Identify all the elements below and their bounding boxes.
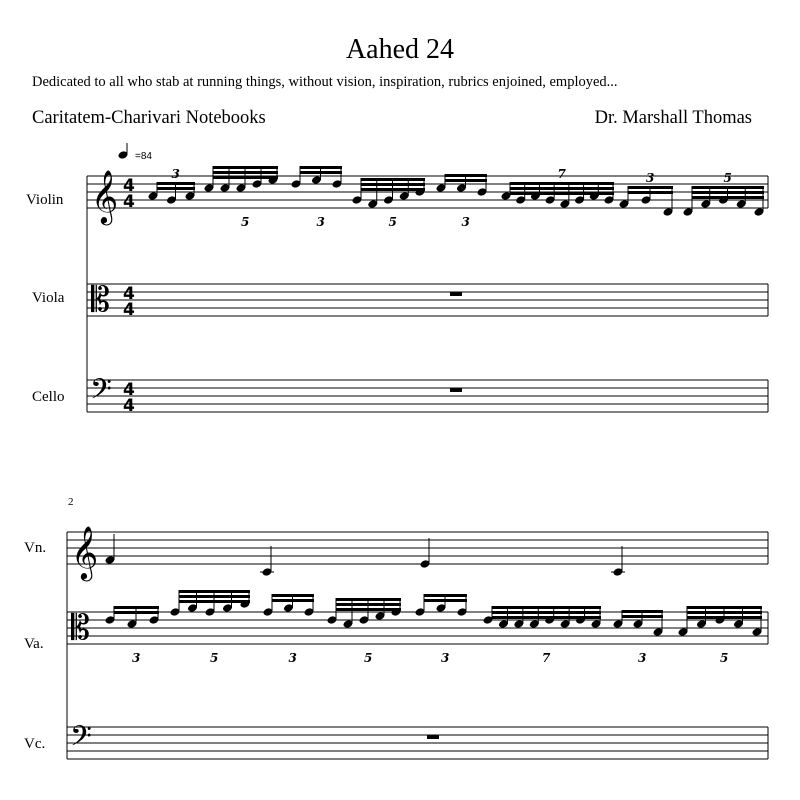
violin-tuplet-beam (213, 176, 278, 179)
violin-tuplet-beam (445, 174, 487, 177)
viola-tuplet-tuplet-number: 3 (441, 651, 450, 665)
viola-tuplet-beam (114, 606, 159, 609)
violin-tuplet-beam (213, 166, 278, 169)
treble-clef-icon: 𝄞 (71, 525, 99, 579)
viola-tuplet-tuplet-number: 3 (638, 651, 647, 665)
violin-tuplet-tuplet-number: 5 (388, 215, 397, 229)
violin-tuplet-beam (692, 186, 764, 189)
publisher-text: Caritatem-Charivari Notebooks (32, 108, 266, 128)
viola-tuplet-beam (179, 600, 250, 603)
viola-tuplet-beam (272, 594, 314, 597)
violin-tuplet-beam (692, 191, 764, 194)
viola-tuplet-tuplet-number: 5 (210, 651, 219, 665)
instrument-short-label-cello: Vc. (24, 736, 46, 752)
composer-name: Dr. Marshall Thomas (594, 108, 752, 128)
viola-tuplet-beam (492, 606, 601, 609)
viola-tuplet-beam (336, 598, 401, 601)
violin-tuplet-beam (300, 166, 342, 169)
whole-rest (427, 735, 439, 739)
violin-tuplet-beam (510, 182, 614, 185)
time-signature-denominator: 4 (123, 396, 135, 416)
viola-tuplet-beam (272, 599, 314, 602)
viola-tuplet-beam (336, 603, 401, 606)
violin-tuplet-tuplet-number: 3 (646, 171, 655, 185)
bass-clef-icon: 𝄢 (90, 373, 112, 413)
violin-tuplet-beam (628, 191, 673, 194)
instrument-short-label-viola: Va. (24, 636, 44, 652)
violin-tuplet-beam (361, 183, 425, 186)
violin-tuplet-beam (628, 186, 673, 189)
violin-tuplet-beam (361, 188, 425, 191)
alto-clef-icon: 𝄡 (71, 608, 90, 648)
viola-tuplet-beam (622, 610, 663, 613)
viola-tuplet-tuplet-number: 7 (542, 651, 551, 665)
time-signature-numerator: 4 (123, 380, 135, 400)
violin-tuplet-tuplet-number: 3 (316, 215, 325, 229)
viola-tuplet-beam (114, 611, 159, 614)
viola-tuplet-beam (687, 611, 762, 614)
instrument-label-cello: Cello (32, 389, 65, 405)
viola-tuplet-beam (492, 616, 601, 619)
whole-rest (450, 388, 462, 392)
viola-tuplet-beam (336, 608, 401, 611)
viola-tuplet-tuplet-number: 3 (132, 651, 141, 665)
violin-tuplet-beam (300, 171, 342, 174)
violin-tuplet-tuplet-number: 7 (557, 167, 566, 181)
viola-tuplet-beam (424, 594, 467, 597)
violin-tuplet-beam (213, 171, 278, 174)
violin-tuplet-beam (157, 187, 195, 190)
time-signature-denominator: 4 (123, 192, 135, 212)
violin-tuplet-beam (510, 187, 614, 190)
instrument-label-viola: Viola (32, 290, 65, 306)
violin-tuplet-beam (445, 179, 487, 182)
alto-clef-icon: 𝄡 (91, 280, 110, 320)
violin-tuplet-tuplet-number: 3 (461, 215, 470, 229)
viola-tuplet-beam (622, 615, 663, 618)
violin-tuplet-tuplet-number: 5 (241, 215, 250, 229)
violin-tuplet-beam (692, 196, 764, 199)
whole-rest (450, 292, 462, 296)
time-signature-numerator: 4 (123, 176, 135, 196)
treble-clef-icon: 𝄞 (91, 169, 119, 223)
viola-tuplet-tuplet-number: 3 (288, 651, 297, 665)
score-title: Aahed 24 (345, 34, 455, 65)
dedication-text: Dedicated to all who stab at running things, without vision, inspiration, rubrics enjoined, employed... (32, 74, 618, 90)
viola-tuplet-beam (179, 590, 250, 593)
violin-tuplet-tuplet-number: 3 (171, 167, 180, 181)
time-signature-numerator: 4 (123, 284, 135, 304)
instrument-label-violin: Violin (26, 192, 64, 208)
violin-tuplet-tuplet-number: 5 (723, 171, 732, 185)
violin-tuplet-beam (361, 178, 425, 181)
viola-tuplet-tuplet-number: 5 (720, 651, 729, 665)
measure-number: 2 (68, 496, 74, 508)
instrument-short-label-violin: Vn. (24, 540, 47, 556)
violin-tuplet-beam (510, 192, 614, 195)
violin-tuplet-beam (157, 182, 195, 185)
viola-tuplet-beam (179, 595, 250, 598)
bass-clef-icon: 𝄢 (70, 720, 92, 760)
viola-tuplet-beam (424, 599, 467, 602)
time-signature-denominator: 4 (123, 300, 135, 320)
viola-tuplet-beam (687, 616, 762, 619)
viola-tuplet-tuplet-number: 5 (364, 651, 373, 665)
viola-tuplet-beam (492, 611, 601, 614)
tempo-marking: =84 (135, 151, 152, 162)
viola-tuplet-beam (687, 606, 762, 609)
